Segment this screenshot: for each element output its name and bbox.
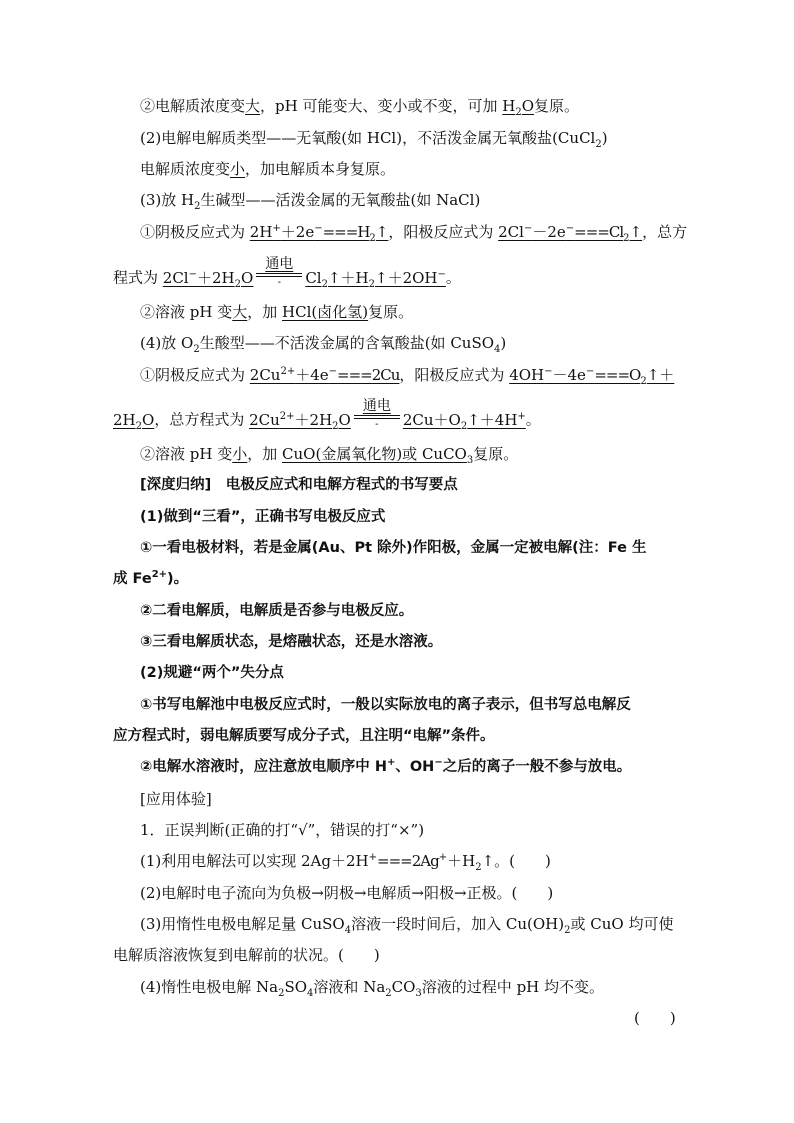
text-line-10: $2H_2O$，总方程式为 $2Cu^{2+}+2H_2O$ 通电 - $2Cu+O_2↑+4H^+$。 — [113, 398, 541, 432]
text-line-2: (2)电解电解质类型——无氧酸(如 HCl)，不活泼金属无氧酸盐(CuCl$_2$) — [140, 129, 608, 150]
text-line-7: ②溶液 pH 变大，加 HCl(卤化氢)复原。 — [140, 303, 414, 321]
question-1-item-3: (3)用惰性电极电解足量 CuSO$_4$溶液一段时间后，加入 $Cu(OH)_2$或 CuO 均可使 — [140, 915, 674, 936]
question-1-item-3-cont: 电解质溶液恢复到电解前的状况。( ) — [113, 946, 380, 964]
text-line-8: (4)放 $O_2$生酸型——不活泼金属的含氧酸盐(如 CuSO$_4$) — [140, 334, 507, 355]
text-line-20: 应方程式时，弱电解质要写成分子式，且注明“电解”条件。 — [113, 728, 495, 744]
section-heading-application: [应用体验] — [140, 790, 212, 808]
answer-blank: ( ) — [634, 1009, 676, 1027]
question-1-item-2: (2)电解时电子流向为负极→阴极→电解质→阳极→正极。( ) — [140, 884, 554, 902]
text-line-5: ①阴极反应式为 $2H^++2e^-===H_2↑$，阳极反应式为 $2Cl^--2e^-===Cl_2↑$，总方 — [140, 223, 688, 244]
text-line-18: (2)规避“两个”失分点 — [140, 665, 284, 681]
electrolysis-condition: 通电 - — [354, 398, 400, 431]
text-line-4: (3)放 $H_2$生碱型——活泼金属的无氧酸盐(如 NaCl) — [140, 191, 481, 212]
section-heading-deep-summary: [深度归纳] 电极反应式和电解方程式的书写要点 — [140, 477, 458, 493]
text-line-15: 成 $Fe^{2+}$)。 — [113, 569, 189, 587]
text-line-21: ②电解水溶液时，应注意放电顺序中 H+、OH−之后的离子一般不参与放电。 — [140, 757, 632, 775]
text-line-9: ①阴极反应式为 $2Cu^{2+}+4e^-===2Cu$，阳极反应式为 $4OH^--4e^-===O_2↑+$ — [140, 366, 675, 387]
electrolysis-condition: 通电 - — [256, 256, 302, 289]
text-line-6: 程式为 $2Cl^-+2H_2O$ 通电 - $Cl_2↑+H_2↑+2OH^-$。 — [113, 256, 461, 290]
question-1-item-1: (1)利用电解法可以实现 $2Ag+2H^+===2Ag^++H_2↑$。( ) — [140, 852, 551, 873]
text-line-13: (1)做到“三看”，正确书写电极反应式 — [140, 509, 386, 525]
text-line-1: ②电解质浓度变大，pH 可能变大、变小或不变，可加 $H_2O$复原。 — [140, 97, 580, 118]
text-line-19: ①书写电解池中电极反应式时，一般以实际放电的离子表示，但书写总电解反 — [140, 697, 631, 713]
text-line-14: ①一看电极材料，若是金属(Au、Pt 除外)作阳极，金属一定被电解(注：Fe 生 — [140, 540, 647, 556]
question-1-heading: 1．正误判断(正确的打“√”，错误的打“×”) — [140, 821, 425, 839]
text-line-17: ③三看电解质状态，是熔融状态，还是水溶液。 — [140, 634, 443, 650]
text-line-16: ②二看电解质，电解质是否参与电极反应。 — [140, 603, 414, 619]
text-line-11: ②溶液 pH 变小，加 CuO(金属氧化物)或 CuCO$_3$复原。 — [140, 445, 519, 466]
question-1-item-4: (4)惰性电极电解 $Na_2SO_4$溶液和 $Na_2CO_3$溶液的过程中 pH 均不变。 — [140, 978, 605, 999]
text-line-3: 电解质浓度变小，加电解质本身复原。 — [140, 160, 396, 178]
